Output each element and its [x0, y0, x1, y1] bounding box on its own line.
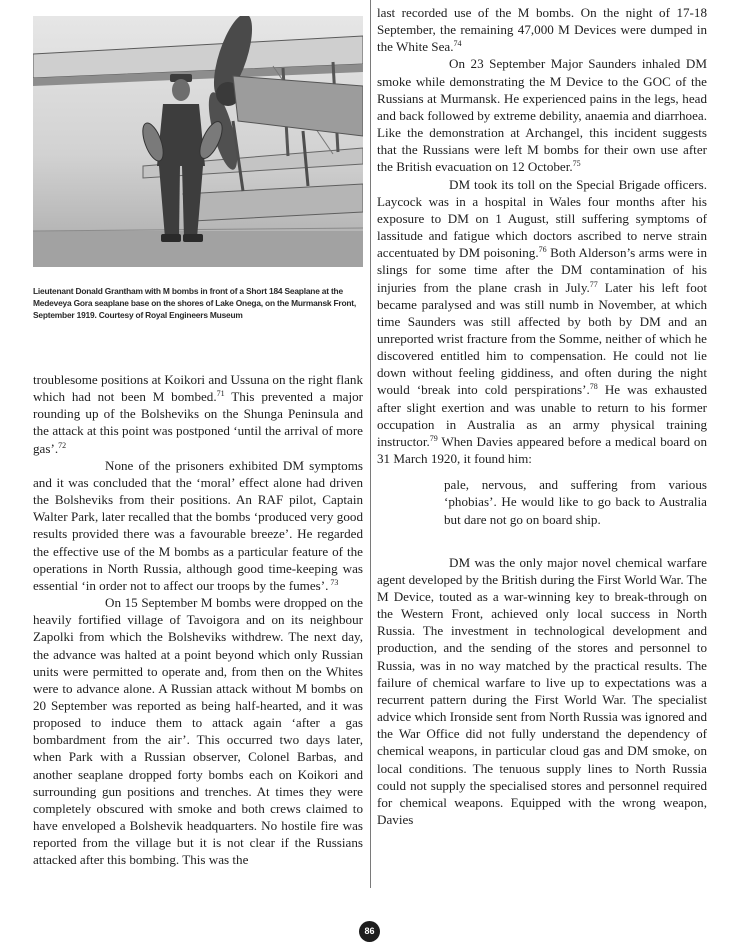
- paragraph: On 15 September M bombs were dropped on the heavily fortified village of Tavoigora and on its neighbour Zapolki from which the Bolsheviks withdrew. The next day, the advance was halted at a point beyond which only Russian units were permitted to operate and, from then on the Whites were to advance alone. A Russian attack without M bombs on 20 September was reported as being half-hearted, and it was proposed to induce them to attack again ‘after a gas bombardment from the air’. This occurred two days later, when Park with a Russian observer, Colonel Barbas, and another seaplane dropped forty bombs each on Koikori and surrounding gun positions and trenches. At times they were completely obscured with smoke and both crews claimed to have enveloped a Bolshevik headquarters. No hostile fire was reported from the village but it is not clear if the Russians attacked after this bombing. This was the: [33, 595, 363, 868]
- paragraph: last recorded use of the M bombs. On the night of 17-18 September, the remaining 47,000 M Devices were dumped in the White Sea.$^{74}$: [377, 5, 707, 55]
- paragraph: DM was the only major novel chemical warfare agent developed by the British during the First World War. The M Device, touted as a war-winning key to break-through on the Western Front, achieved only local success in North Russia. The investment in technological development and production, and the sending of the stores and personnel to Russia, was in no way matched by the practical results. The failure of chemical warfare to live up to expectations was a recurrent pattern during the First World War. The specialist advice which Ironside sent from North Russia was ignored and the War Office did not fully understand the dependency of chemical weapons, in particular cloud gas and DM smoke, on local conditions. The tenuous supply lines to North Russia could not supply the specialised stores and personnel required for chemical weapons. Equipped with the wrong weapon, Davies: [377, 554, 707, 828]
- paragraph: None of the prisoners exhibited DM symptoms and it was concluded that the ‘moral’ effect alone had driven the Bolsheviks from their positions. An RAF pilot, Captain Walter Park, later recalled that the bombs ‘produced very good results provided there was a favourable breeze’. He regarded the effective use of the M bombs as a particular feature of the operations in North Russia, although good time-keeping was essential ‘in order not to affect our troops by the fumes’. $^{73}$: [33, 457, 363, 593]
- photo-caption: Lieutenant Donald Grantham with M bombs in front of a Short 184 Seaplane at the Medeveya Gora seaplane base on the shores of Lake Onega, on the Murmansk Front, September 1919. Courtesy of Royal Engineers Museum: [33, 286, 357, 320]
- paragraph: On 23 September Major Saunders inhaled DM smoke while demonstrating the M Device to the GOC of the Russians at Murmansk. He experienced pains in the legs, head and back followed by extreme debility, anaemia and diarrhoea. Like the demonstration at Archangel, this incident suggests that the Russians were left M bombs for their own use after the British evacuation on 12 October.$^{75}$: [377, 56, 707, 175]
- page-number: 86: [359, 921, 380, 942]
- column-divider: [370, 0, 371, 888]
- paragraph: troublesome positions at Koikori and Ussuna on the right flank which had not been M bombed.$^{71}$ This prevented a major rounding up of the Bolsheviks on the Shunga Peninsula and the attack at this point was postponed ‘until the arrival of more gas’.$^{72}$: [33, 372, 363, 456]
- photo-image: [33, 16, 363, 267]
- block-quote: pale, nervous, and suffering from various ‘phobias’. He would like to go back to Australia but dare not go on board ship.: [444, 477, 707, 527]
- paragraph: DM took its toll on the Special Brigade officers. Laycock was in a hospital in Wales four months after his exposure to DM on 1 August, still suffering symptoms of lassitude and fatigue which doctors ascribed to nerve strain accentuated by DM poisoning.$^{76}$ Both Alderson’s arms were in slings for some time after the DM contamination of his injuries from the plane crash in July.$^{77}$ Later his left foot became paralysed and was still numb in November, at which time Saunders was still affected by both by DM and an unreported wrist fracture from the Somme, neither of which he discovered entitled him to compensation. He could not lie down without feeling giddiness, and often during the night would ‘break into cold perspirations’.$^{78}$ He was exhausted after slight exertion and was unable to return to his former occupation in Australia as an army physical training instructor.$^{79}$ When Davies appeared before a medical board on 31 March 1920, it found him:: [377, 176, 707, 467]
- seaplane-photo: [33, 16, 363, 267]
